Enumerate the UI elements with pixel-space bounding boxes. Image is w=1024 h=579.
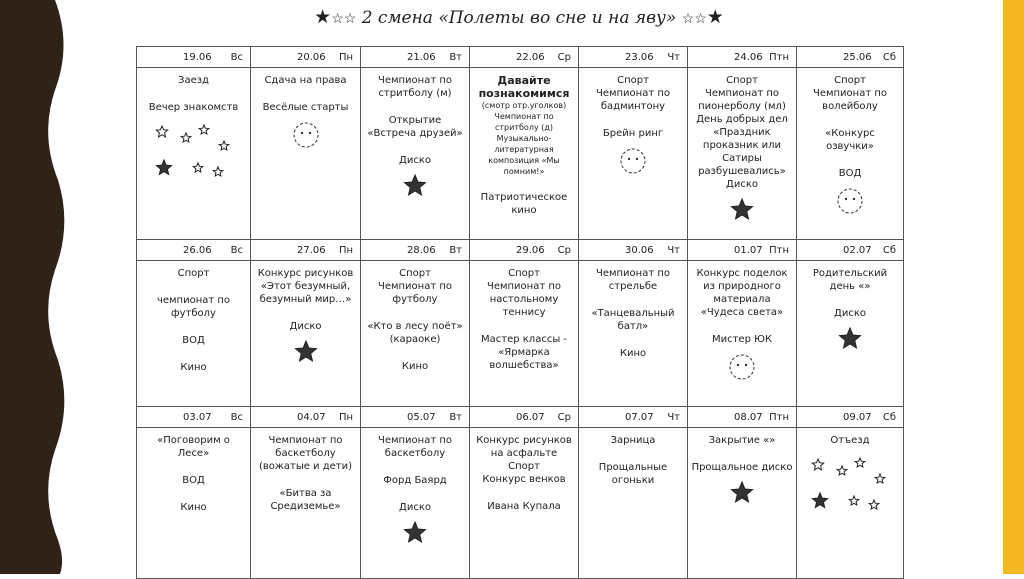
event-text: Спорт	[834, 75, 866, 86]
day-events-cell	[470, 261, 579, 407]
filled-star-mark	[732, 199, 753, 219]
star-outline-icon: ☆☆	[681, 11, 707, 27]
event-text: Чемпионат по стрельбе	[595, 268, 671, 292]
event-text: Прощальное диско	[691, 462, 793, 473]
event-text: Родительский день «»	[812, 268, 888, 292]
day-events-cell	[688, 428, 797, 579]
date-text: 20.06	[297, 51, 326, 63]
date-text: 30.06	[625, 244, 654, 256]
dashed-circle-mark	[294, 123, 318, 147]
weekday-text: Птн	[769, 244, 789, 256]
outline-star-mark	[181, 133, 191, 142]
day-events-cell	[251, 261, 361, 407]
outline-star-mark	[219, 141, 229, 150]
event-text: «Танцевальный батл»	[591, 308, 675, 332]
date-text: 01.07	[734, 244, 763, 256]
eye-mark	[745, 364, 747, 366]
date-cell	[579, 407, 688, 428]
date-cell	[470, 47, 579, 68]
star-icon	[292, 339, 320, 363]
day-events-cell	[470, 428, 579, 579]
event-text: Заезд	[178, 75, 209, 86]
event-text: Чемпионат по баскетболу (вожатые и дети)	[258, 435, 353, 472]
event-text: Закрытие «»	[708, 435, 776, 446]
weekday-text: Вт	[449, 244, 462, 256]
outline-star-mark	[199, 125, 209, 134]
event-text: Чемпионат по стритболу (м)	[377, 75, 453, 99]
event-text: Чемпионат по пионерболу (мл)	[698, 88, 786, 112]
eye-mark	[737, 364, 739, 366]
date-cell	[797, 47, 904, 68]
event-text: Чемпионат по стритболу (д) Музыкально-литературная композиция «Мы помним!»	[488, 112, 560, 176]
weekday-text: Вс	[230, 51, 243, 63]
event-text: ВОД	[182, 475, 205, 486]
event-text: День добрых дел	[696, 114, 788, 125]
date-cell	[251, 47, 361, 68]
date-cell	[688, 240, 797, 261]
eye-mark	[845, 198, 847, 200]
page-title	[133, 6, 905, 28]
outline-star-mark	[869, 500, 879, 509]
date-cell	[797, 407, 904, 428]
filled-star-mark	[840, 328, 861, 348]
event-text: Мастер классы - «Ярмарка волшебства»	[481, 334, 567, 371]
event-text: Сдача на права	[264, 75, 347, 86]
day-events-cell	[470, 68, 579, 240]
event-text: Кино	[180, 502, 207, 513]
weekday-text: Пн	[338, 244, 353, 256]
day-events-cell	[251, 68, 361, 240]
event-text: Чемпионат по волейболу	[812, 88, 888, 112]
weekday-text: Пн	[338, 51, 353, 63]
smiley-icon	[618, 146, 648, 176]
date-text: 27.06	[297, 244, 326, 256]
date-text: 09.07	[843, 411, 872, 423]
date-text: 08.07	[734, 411, 763, 423]
day-heading: Давайте познакомимся	[478, 74, 570, 100]
eye-mark	[628, 158, 630, 160]
event-text: Диско	[726, 179, 758, 190]
star-icon: ★	[314, 6, 332, 28]
weekday-text: Вт	[449, 51, 462, 63]
event-text: Конкурс рисунков на асфальте	[476, 435, 572, 459]
day-note: (смотр отр.уголков)	[481, 101, 567, 110]
filled-star-mark	[812, 493, 827, 508]
event-text: Диско	[399, 502, 431, 513]
stars-cluster-icon	[808, 455, 892, 517]
day-events-cell	[137, 428, 251, 579]
date-text: 04.07	[297, 411, 326, 423]
date-text: 22.06	[516, 51, 545, 63]
event-text: Чемпионат по настольному теннису	[486, 281, 562, 318]
date-text: 19.06	[183, 51, 212, 63]
day-events-cell	[361, 428, 470, 579]
filled-star-mark	[732, 482, 753, 502]
day-events-cell	[137, 68, 251, 240]
filled-star-mark	[405, 522, 426, 542]
title-text: 2 смена «Полеты во сне и на яву»	[361, 8, 677, 28]
event-text: Конкурс венков	[482, 474, 566, 485]
event-text: Чемпионат по баскетболу	[377, 435, 453, 459]
event-text: Спорт	[508, 268, 540, 279]
weekday-text: Чт	[667, 244, 680, 256]
event-text: «Поговорим о Лесе»	[157, 435, 230, 459]
accent-bar	[1003, 0, 1024, 574]
event-text: «Праздник проказник или Сатиры разбушевались»	[698, 127, 786, 177]
event-text: «Кто в лесу поёт» (караоке)	[367, 321, 463, 345]
event-text: «Конкурс озвучки»	[825, 128, 875, 152]
event-text: Конкурс поделок из природного материала «Чудеса света»	[696, 268, 788, 318]
eye-mark	[308, 132, 310, 134]
date-text: 23.06	[625, 51, 654, 63]
eye-mark	[636, 158, 638, 160]
outline-star-mark	[213, 167, 223, 176]
date-header-row	[137, 407, 904, 428]
event-text: Спорт	[508, 461, 540, 472]
dashed-circle-mark	[730, 355, 754, 379]
event-text: Брейн ринг	[602, 128, 664, 139]
schedule-table	[136, 46, 904, 579]
weekday-text: Ср	[557, 411, 571, 423]
date-cell	[137, 240, 251, 261]
event-text: ВОД	[182, 335, 205, 346]
date-text: 02.07	[843, 244, 872, 256]
weekday-text: Вс	[230, 411, 243, 423]
star-icon	[728, 480, 756, 504]
event-text: Чемпионат по футболу	[377, 281, 453, 305]
smiley-icon	[727, 352, 757, 382]
star-icon	[728, 197, 756, 221]
star-icon	[401, 520, 429, 544]
day-events-cell	[579, 428, 688, 579]
stars-cluster-icon	[152, 122, 236, 184]
event-text: Диско	[289, 321, 322, 332]
date-text: 21.06	[407, 51, 436, 63]
date-text: 26.06	[183, 244, 212, 256]
outline-star-mark	[849, 496, 859, 505]
event-text: Спорт	[399, 268, 431, 279]
event-text: Зарница	[610, 435, 656, 446]
date-cell	[470, 240, 579, 261]
date-cell	[361, 47, 470, 68]
star-outline-icon: ☆☆	[331, 11, 357, 27]
eye-mark	[300, 132, 302, 134]
wavy-side-decoration	[0, 0, 75, 574]
events-row	[137, 68, 904, 240]
event-text: Прощальные огоньки	[598, 462, 668, 486]
date-cell	[579, 240, 688, 261]
date-cell	[579, 47, 688, 68]
events-row	[137, 428, 904, 579]
date-cell	[361, 240, 470, 261]
date-cell	[688, 407, 797, 428]
weekday-text: Птн	[769, 51, 789, 63]
date-text: 06.07	[516, 411, 545, 423]
outline-star-mark	[812, 459, 823, 470]
date-cell	[470, 407, 579, 428]
weekday-text: Вс	[230, 244, 243, 256]
date-text: 25.06	[843, 51, 872, 63]
dashed-circle-mark	[621, 149, 645, 173]
event-text: Вечер знакомств	[148, 102, 239, 113]
weekday-text: Ср	[557, 244, 571, 256]
event-text: Кино	[180, 362, 207, 373]
date-text: 28.06	[407, 244, 436, 256]
eye-mark	[853, 198, 855, 200]
event-text: Весёлые старты	[262, 102, 349, 113]
weekday-text: Сб	[882, 411, 896, 423]
event-text: Спорт	[177, 268, 210, 279]
day-events-cell	[137, 261, 251, 407]
date-cell	[688, 47, 797, 68]
event-text: Диско	[834, 308, 866, 319]
weekday-text: Сб	[882, 51, 896, 63]
day-events-cell	[797, 68, 904, 240]
weekday-text: Вт	[449, 411, 462, 423]
star-icon	[836, 326, 864, 350]
date-text: 07.07	[625, 411, 654, 423]
event-text: Ивана Купала	[487, 501, 561, 512]
day-events-cell	[579, 261, 688, 407]
filled-star-mark	[405, 175, 426, 195]
event-text: ВОД	[838, 168, 862, 179]
weekday-text: Птн	[769, 411, 789, 423]
date-text: 24.06	[734, 51, 763, 63]
date-cell	[251, 407, 361, 428]
filled-star-mark	[156, 160, 171, 175]
event-text: Кино	[401, 361, 429, 372]
event-text: Чемпионат по бадминтону	[595, 88, 671, 112]
event-text: чемпионат по футболу	[156, 295, 231, 319]
outline-star-mark	[875, 474, 885, 483]
date-text: 05.07	[407, 411, 436, 423]
event-text: Спорт	[726, 75, 758, 86]
day-events-cell	[361, 68, 470, 240]
day-events-cell	[797, 261, 904, 407]
day-events-cell	[251, 428, 361, 579]
smiley-icon	[291, 120, 321, 150]
smiley-icon	[835, 186, 865, 216]
event-text: Конкурс рисунков «Этот безумный, безумный мир…»	[257, 268, 354, 305]
date-cell	[797, 240, 904, 261]
outline-star-mark	[855, 458, 865, 467]
weekday-text: Ср	[557, 51, 571, 63]
weekday-text: Пн	[338, 411, 353, 423]
event-text: «Битва за Средиземье»	[270, 488, 341, 512]
event-text: Патриотическое кино	[480, 192, 568, 216]
outline-star-mark	[837, 466, 847, 475]
day-events-cell	[688, 261, 797, 407]
outline-star-mark	[156, 126, 167, 137]
event-text: Форд Баярд	[383, 475, 447, 486]
date-header-row	[137, 240, 904, 261]
date-cell	[361, 407, 470, 428]
event-text: Мистер ЮК	[711, 334, 773, 345]
date-header-row	[137, 47, 904, 68]
events-row	[137, 261, 904, 407]
event-text: Спорт	[617, 75, 649, 86]
filled-star-mark	[295, 341, 316, 361]
day-events-cell	[361, 261, 470, 407]
dashed-circle-mark	[838, 189, 862, 213]
day-events-cell	[797, 428, 904, 579]
date-cell	[137, 407, 251, 428]
date-text: 03.07	[183, 411, 212, 423]
weekday-text: Чт	[667, 411, 680, 423]
date-cell	[137, 47, 251, 68]
star-icon	[401, 173, 429, 197]
day-events-cell	[579, 68, 688, 240]
schedule-page	[133, 0, 905, 574]
event-text: Диско	[399, 155, 431, 166]
event-text: Отъезд	[830, 435, 870, 446]
event-text: Открытие «Встреча друзей»	[367, 115, 463, 139]
date-text: 29.06	[516, 244, 545, 256]
star-icon: ★	[706, 6, 724, 28]
day-events-cell	[688, 68, 797, 240]
outline-star-mark	[193, 163, 203, 172]
weekday-text: Чт	[667, 51, 680, 63]
event-text: Кино	[619, 348, 647, 359]
date-cell	[251, 240, 361, 261]
weekday-text: Сб	[882, 244, 896, 256]
